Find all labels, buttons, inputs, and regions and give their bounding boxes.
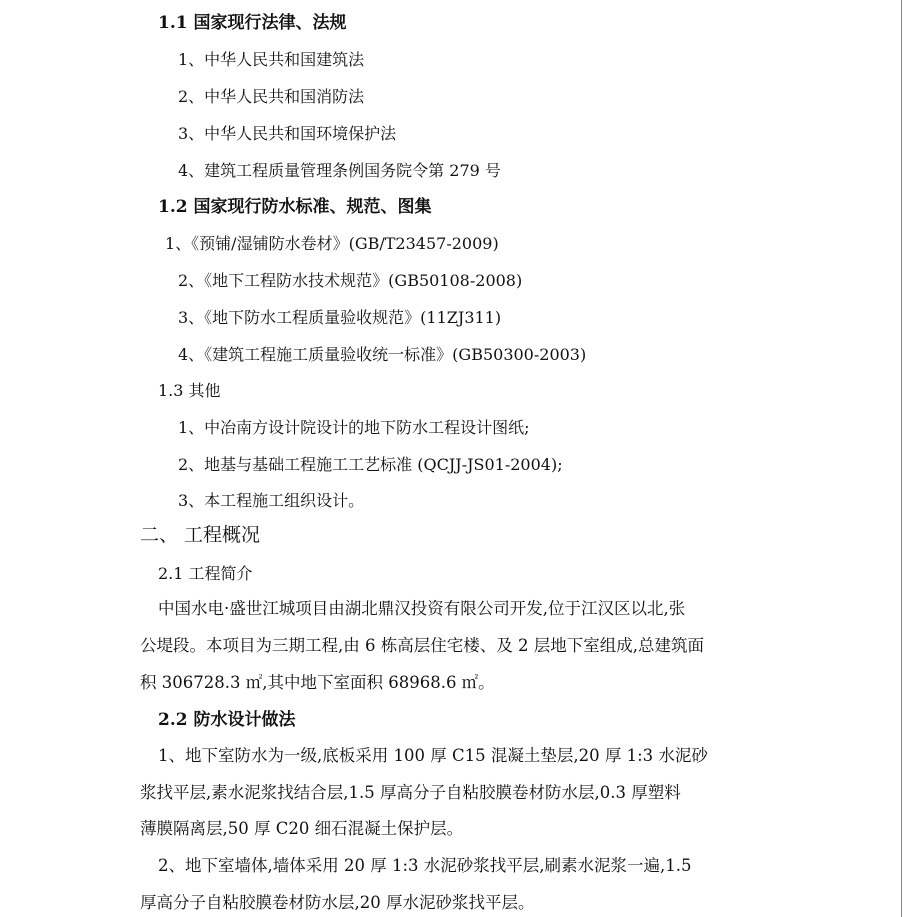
paragraph-line: 厚高分子自粘胶膜卷材防水层,20 厚水泥砂浆找平层。 [140, 893, 535, 912]
list-item: 1、《预铺/湿铺防水卷材》(GB/T23457-2009) [165, 234, 499, 253]
section-2-2-heading: 2.2 防水设计做法 [158, 710, 296, 730]
list-item: 3、中华人民共和国环境保护法 [178, 124, 397, 143]
list-item: 3、《地下防水工程质量验收规范》(11ZJ311) [178, 308, 502, 327]
list-item: 2、《地下工程防水技术规范》(GB50108-2008) [178, 271, 523, 290]
paragraph-line: 1、地下室防水为一级,底板采用 100 厚 C15 混凝土垫层,20 厚 1:3 水泥砂 [158, 746, 708, 765]
paragraph-line: 积 306728.3 ㎡,其中地下室面积 68968.6 ㎡。 [140, 673, 495, 692]
section-2-1-heading: 2.1 工程简介 [158, 564, 253, 583]
list-item: 2、地基与基础工程施工工艺标准 (QCJJ-JS01-2004); [178, 455, 563, 474]
list-item: 1、中华人民共和国建筑法 [178, 50, 365, 69]
section-1-2-heading: 1.2 国家现行防水标准、规范、图集 [158, 197, 432, 217]
paragraph-line: 薄膜隔离层,50 厚 C20 细石混凝土保护层。 [140, 819, 464, 838]
list-item: 4、《建筑工程施工质量验收统一标准》(GB50300-2003) [178, 345, 587, 364]
list-item: 1、中冶南方设计院设计的地下防水工程设计图纸; [178, 418, 530, 437]
list-item: 3、本工程施工组织设计。 [178, 491, 365, 510]
section-1-3-heading: 1.3 其他 [158, 381, 221, 400]
paragraph-line: 2、地下室墙体,墙体采用 20 厚 1:3 水泥砂浆找平层,刷素水泥浆一遍,1.5 [158, 856, 692, 875]
section-1-1-heading: 1.1 国家现行法律、法规 [158, 13, 347, 33]
list-item: 4、建筑工程质量管理条例国务院令第 279 号 [178, 161, 501, 180]
chapter-2-heading: 二、 工程概况 [140, 524, 261, 546]
list-item: 2、中华人民共和国消防法 [178, 87, 365, 106]
paragraph-line: 中国水电·盛世江城项目由湖北鼎汉投资有限公司开发,位于江汉区以北,张 [158, 599, 686, 618]
paragraph-line: 浆找平层,素水泥浆找结合层,1.5 厚高分子自粘胶膜卷材防水层,0.3 厚塑料 [140, 783, 681, 802]
paragraph-line: 公堤段。本项目为三期工程,由 6 栋高层住宅楼、及 2 层地下室组成,总建筑面 [140, 636, 704, 655]
